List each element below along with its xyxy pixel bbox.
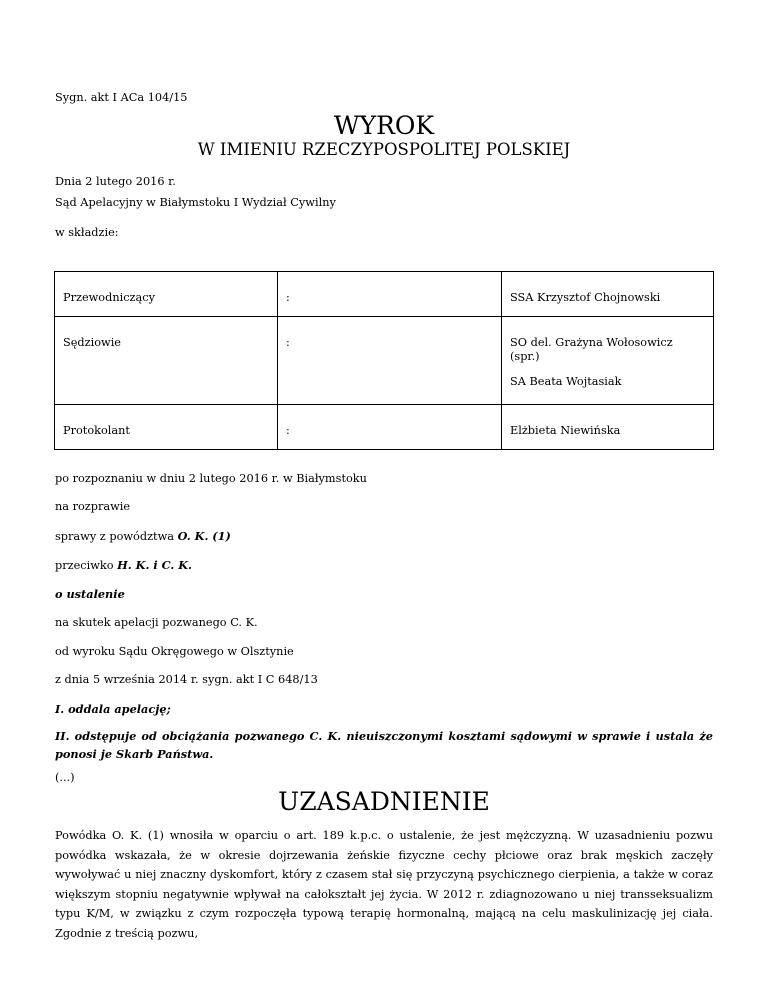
document-subtitle: W IMIENIU RZECZYPOSPOLITEJ POLSKIEJ [197, 140, 571, 159]
separator-cell [278, 272, 502, 317]
ruling-point-2: II. odstępuje od obciążania pozwanego C. K. nieuiszczonymi kosztami sądowymi w sprawie i ustala że ponosi je Skarb Państwa. [55, 729, 713, 761]
lower-judgment-line: z dnia 5 września 2014 r. sygn. akt I C 648/13 [55, 673, 318, 686]
judge-name: SO del. Grażyna Wołosowicz (spr.) [510, 336, 673, 363]
separator: : [286, 424, 290, 437]
role-cell [55, 272, 278, 317]
separator-cell [278, 317, 502, 405]
composition-line: w składzie: [55, 226, 119, 239]
appeal-line: na skutek apelacji pozwanego C. K. [55, 616, 258, 629]
ellipsis: (...) [55, 771, 75, 784]
role-cell [55, 405, 278, 450]
justification-heading: UZASADNIENIE [278, 787, 490, 816]
role-label: Przewodniczący [63, 291, 155, 304]
document-title: WYROK [333, 111, 435, 140]
date-line: Dnia 2 lutego 2016 r. [55, 175, 176, 188]
names-cell [502, 272, 714, 317]
clerk-name: Elżbieta Niewińska [510, 424, 621, 437]
judge-name: SSA Krzysztof Chojnowski [510, 291, 661, 304]
role-cell [55, 317, 278, 405]
judge-name: SA Beata Wojtasiak [510, 375, 622, 388]
separator: : [286, 336, 290, 349]
plaintiff-name: O. K. (1) [177, 529, 231, 543]
separator: : [286, 291, 290, 304]
role-label: Sędziowie [63, 336, 121, 349]
court-line: Sąd Apelacyjny w Białymstoku I Wydział Cywilny [55, 196, 336, 209]
proceedings-line: na rozprawie [55, 500, 131, 513]
proceedings-line: po rozpoznaniu w dniu 2 lutego 2016 r. w Białymstoku [55, 472, 367, 485]
plaintiff-prefix: sprawy z powództwa [55, 530, 178, 543]
ruling-point-1: I. oddala apelację; [55, 702, 171, 716]
role-label: Protokolant [63, 424, 130, 437]
names-cell [502, 317, 714, 405]
defendants-prefix: przeciwko [55, 559, 118, 572]
plaintiff-line [55, 529, 231, 543]
court-panel-table [54, 271, 714, 450]
justification-text: Powódka O. K. (1) wnosiła w oparciu o art. 189 k.p.c. o ustalenie, że jest mężczyzną. W uzasadnieniu pozwu powódka wskazała, że w okresie dojrzewania żeńskie fizyczne cechy płciowe oraz brak męskich zaczęły wywoływać u niej znaczny dyskomfort, który z czasem stał się przyczyną psychicznego cierpienia, a także w coraz większym stopniu negatywnie wpływał na całokształt jej życia. W 2012 r. zdiagnozowano u niej transseksualizm typu K/M, w związku z czym rozpoczęła typową terapię hormonalną, mającą na celu maskulinizację jej ciała. Zgodnie z treścią pozwu, [55, 829, 713, 940]
table-row [55, 317, 714, 405]
case-reference: Sygn. akt I ACa 104/15 [55, 91, 188, 104]
names-cell [502, 405, 714, 450]
subject-line: o ustalenie [55, 587, 125, 601]
defendants-names: H. K. i C. K. [117, 558, 192, 572]
lower-court-line: od wyroku Sądu Okręgowego w Olsztynie [55, 645, 294, 658]
separator-cell [278, 405, 502, 450]
table-row [55, 272, 714, 317]
table-row [55, 405, 714, 450]
defendants-line [55, 558, 192, 572]
